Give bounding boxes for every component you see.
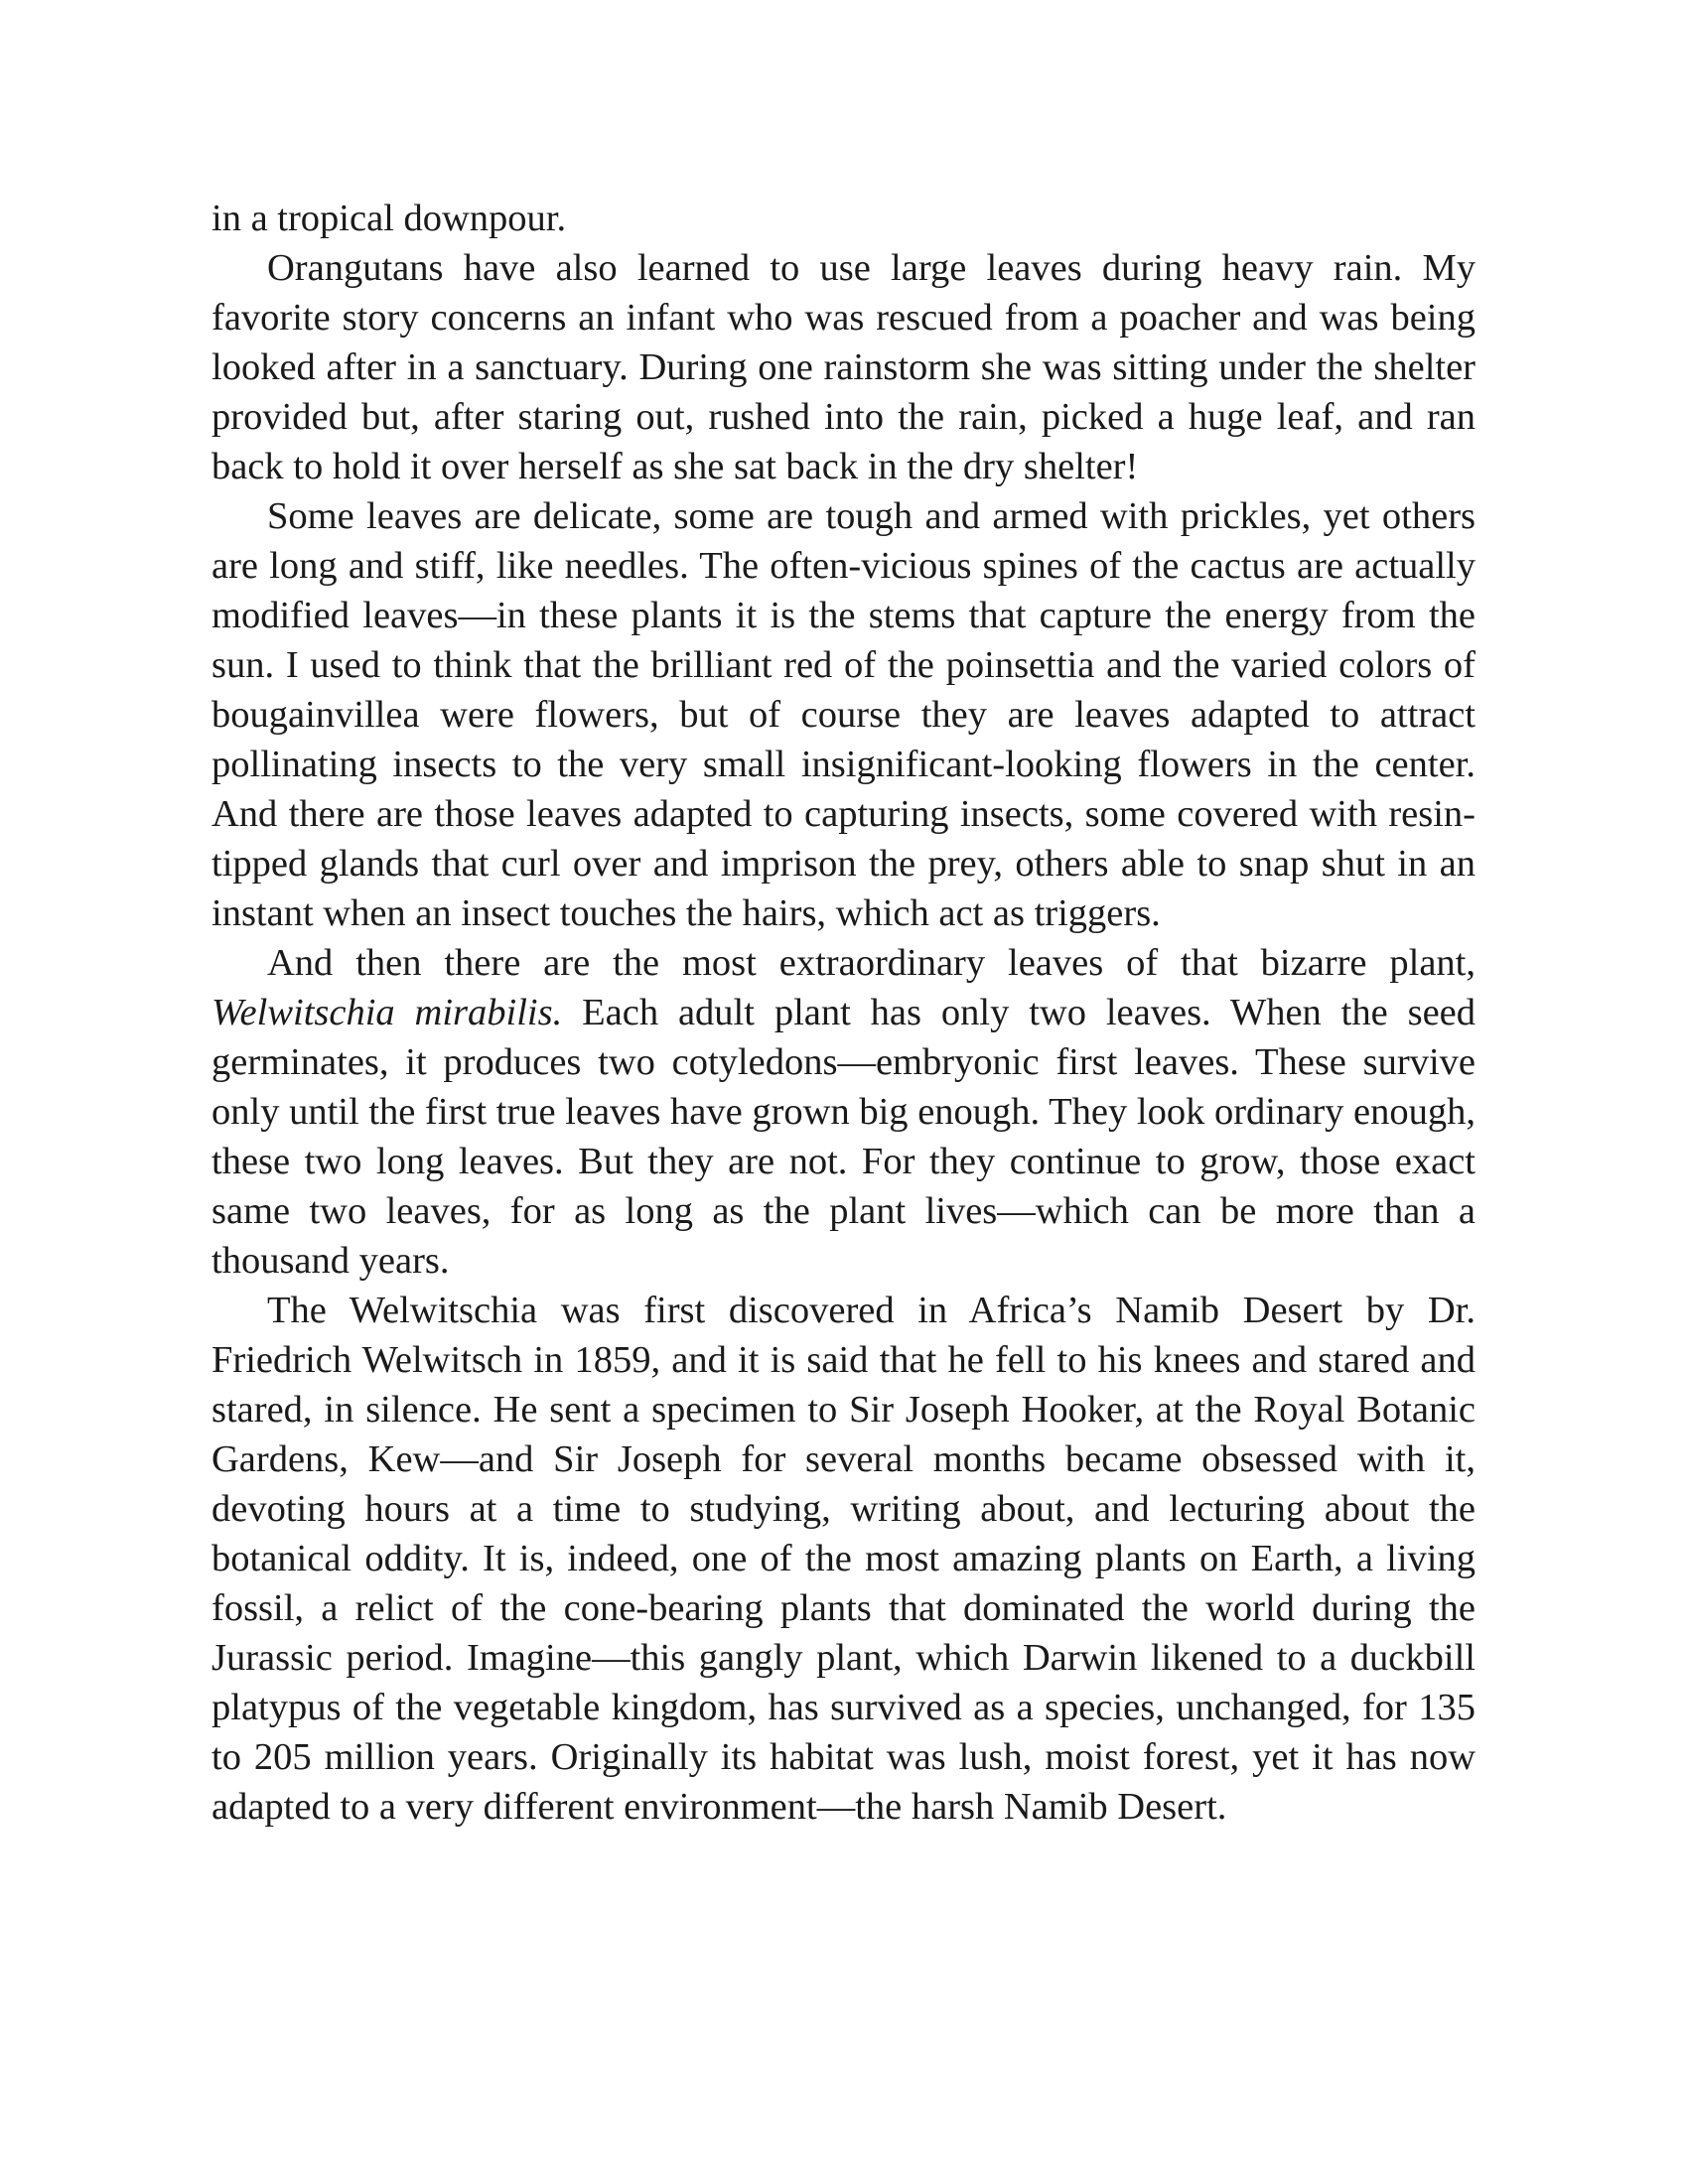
- paragraph-text-before: And then there are the most extraordinary leaves of that bizarre plant,: [267, 942, 1476, 984]
- paragraph-continuation: [211, 194, 1476, 243]
- paragraph-leaf-types: [211, 491, 1476, 938]
- page-body: [211, 194, 1476, 1832]
- paragraph-orangutans: [211, 243, 1476, 491]
- paragraph-welwitschia-discovery: [211, 1286, 1476, 1832]
- paragraph-text: Some leaves are delicate, some are tough and armed with prickles, yet others are long and stiff, like needles. The often-vicious spines of the cactus are actually modified leaves—in these plants it is the stems that capture the energy from the sun. I used to think that the brilliant red of the poinsettia and the varied colors of bougainvillea were flowers, but of course they are leaves adapted to attract pollinating insects to the very small insignificant-looking flowers in the center. And there are those leaves adapted to capturing insects, some covered with resin-tipped glands that curl over and imprison the prey, others able to snap shut in an instant when an insect touches the hairs, which act as triggers.: [211, 495, 1476, 934]
- paragraph-text: Orangutans have also learned to use large leaves during heavy rain. My favorite story concerns an infant who was rescued from a poacher and was being looked after in a sanctuary. During one rainstorm she was sitting under the shelter provided but, after staring out, rushed into the rain, picked a huge leaf, and ran back to hold it over herself as she sat back in the dry shelter!: [211, 247, 1476, 487]
- species-name-italic: Welwitschia mirabilis.: [211, 992, 563, 1033]
- paragraph-text: The Welwitschia was first discovered in Africa’s Namib Desert by Dr. Friedrich Welwitsch in 1859, and it is said that he fell to his knees and stared and stared, in silence. He sent a specimen to Sir Joseph Hooker, at the Royal Botanic Gardens, Kew—and Sir Joseph for several months became obsessed with it, devoting hours at a time to studying, writing about, and lecturing about the botanical oddity. It is, indeed, one of the most amazing plants on Earth, a living fossil, a relict of the cone-bearing plants that dominated the world during the Jurassic period. Imagine—this gangly plant, which Darwin likened to a duckbill platypus of the vegetable kingdom, has survived as a species, unchanged, for 135 to 205 million years. Originally its habitat was lush, moist forest, yet it has now adapted to a very different environment—the harsh Namib Desert.: [211, 1290, 1476, 1828]
- paragraph-text: in a tropical downpour.: [211, 198, 567, 239]
- paragraph-text-after: Each adult plant has only two leaves. When the seed germinates, it produces two cotyledons—embryonic first leaves. These survive only until the first true leaves have grown big enough. They look ordinary enough, these two long leaves. But they are not. For they continue to grow, those exact same two leaves, for as long as the plant lives—which can be more than a thousand years.: [211, 992, 1477, 1282]
- paragraph-welwitschia-leaves: [211, 938, 1476, 1286]
